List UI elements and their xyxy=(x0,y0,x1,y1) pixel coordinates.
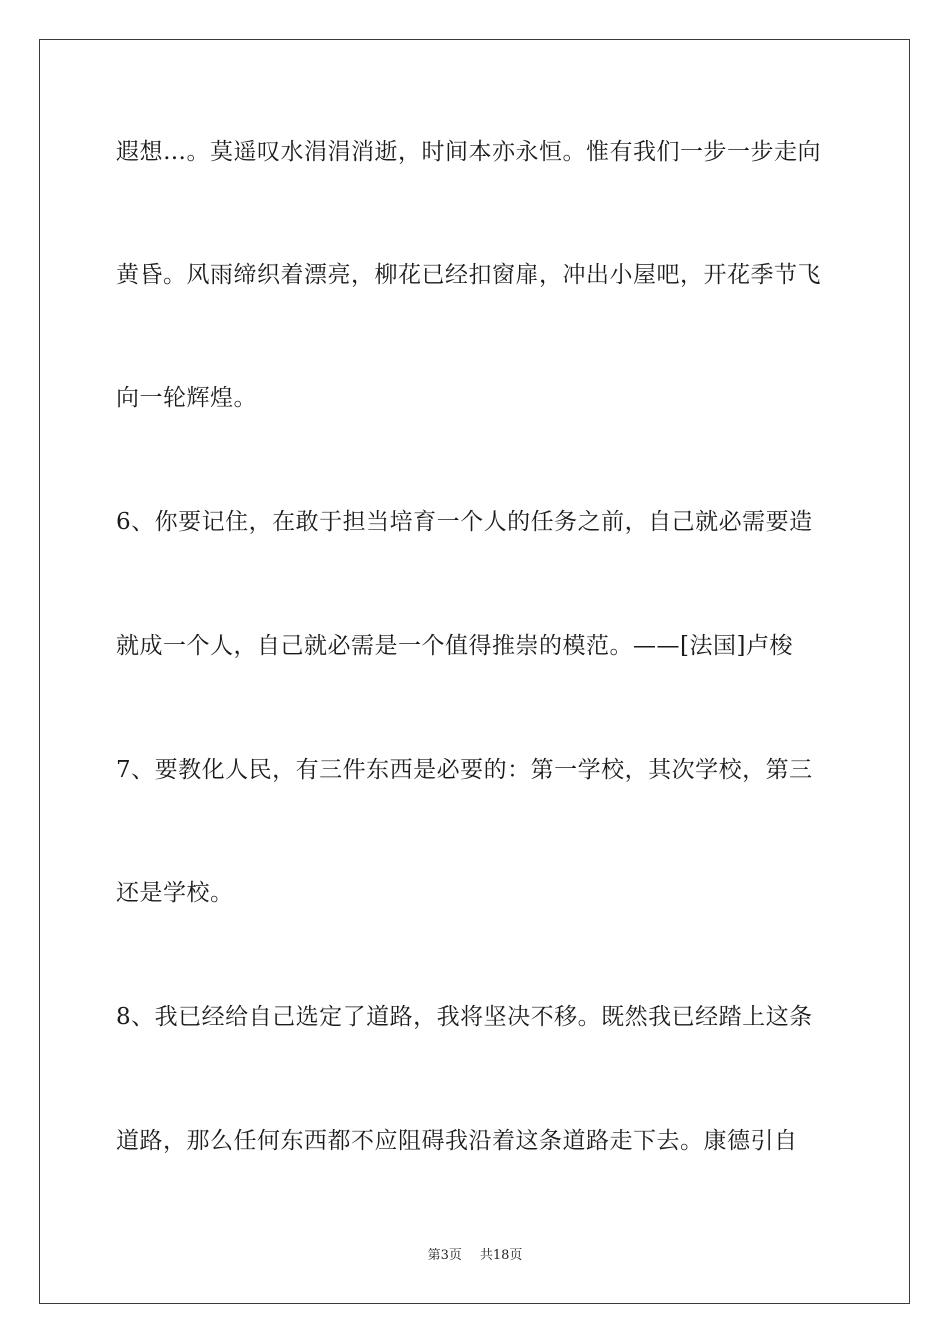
text-line: 道路，那么任何东西都不应阻碍我沿着这条道路走下去。康德引自 xyxy=(116,1128,798,1154)
text-line: 7、要教化人民，有三件东西是必要的：第一学校，其次学校，第三 xyxy=(116,757,813,783)
text-line: 遐想…。莫遥叹水涓涓消逝，时间本亦永恒。惟有我们一步一步走向 xyxy=(116,139,821,165)
text-line: 就成一个人，自己就必需是一个值得推崇的模范。——[法国]卢梭 xyxy=(116,633,793,659)
text-line: 8、我已经给自己选定了道路，我将坚决不移。既然我已经踏上这条 xyxy=(116,1004,813,1030)
text-line: 还是学校。 xyxy=(116,880,234,906)
page-footer xyxy=(0,1248,950,1264)
page-border xyxy=(39,39,910,1304)
page-total: 共18页 xyxy=(479,1248,523,1263)
text-line: 黄昏。风雨缔织着漂亮，柳花已经扣窗扉，冲出小屋吧，开花季节飞 xyxy=(116,262,821,288)
page-number: 第3页 xyxy=(427,1248,462,1263)
text-line: 6、你要记住，在敢于担当培育一个人的任务之前，自己就必需要造 xyxy=(116,509,813,535)
text-line: 向一轮辉煌。 xyxy=(116,385,257,411)
